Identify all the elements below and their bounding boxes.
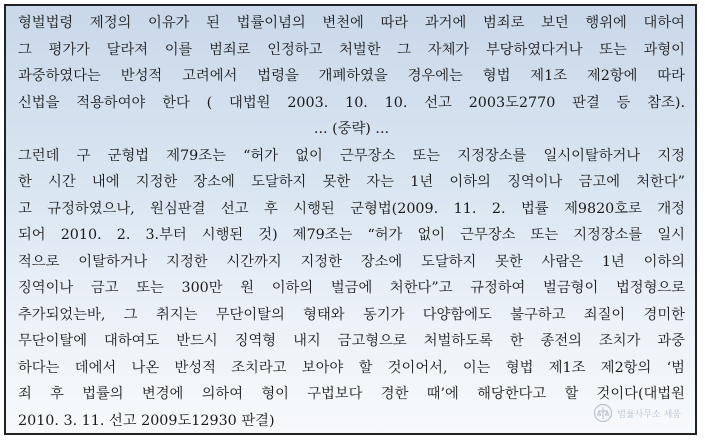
text-line-6: 그런데 구 군형법 제79조는 “허가 없이 근무장소 또는 지정장소를 일시이탈하거나 지정 xyxy=(18,147,685,164)
text-line-2: 그 평가가 달라져 이를 범죄로 인정하고 처벌한 그 자체가 부당하였다거나 또는 과형이 xyxy=(18,41,685,58)
text-line-13: 무단이탈에 대하여도 반드시 징역형 내지 금고형으로 처벌하도록 한 종전의 조치가 과중 xyxy=(18,333,685,349)
quoted-document-box xyxy=(4,4,697,435)
text-line-11: 징역이나 금고 또는 300만 원 이하의 벌금에 처한다”고 규정하여 벌금형이 법정형으로 xyxy=(18,280,685,296)
text-line-1: 형벌법령 제정의 이유가 된 법률이념의 변천에 따라 과거에 범죄로 보던 행위에 대하여 xyxy=(18,15,685,31)
text-line-9: 되어 2010. 2. 3.부터 시행된 것) 제79조는 “허가 없이 근무장소 또는 지정장소를 일시 xyxy=(18,227,685,243)
law-firm-emblem-icon xyxy=(593,403,613,423)
text-line-12: 추가되었는바, 그 취지는 무단이탈의 형태와 동기가 다양함에도 불구하고 죄질이 경미한 xyxy=(18,306,685,323)
watermark xyxy=(593,403,681,423)
text-line-8: 고 규정하였으나, 원심판결 선고 후 시행된 군형법(2009. 11. 2. 법률 제9820호로 개정 xyxy=(18,200,685,217)
watermark-text: 법률사무소 세움 xyxy=(617,409,681,420)
text-line-10: 적으로 이탈하거나 지정한 시간까지 지정한 장소에 도달하지 못한 사람은 1년 이하의 xyxy=(18,253,685,270)
text-line-14: 하다는 데에서 나온 반성적 조치라고 보아야 할 것이어서, 이는 형법 제1조 제2항의 ‘범 xyxy=(18,359,685,376)
text-line-15: 죄 후 법률의 변경에 의하여 형이 구법보다 경한 때’에 해당한다고 할 것이다(대법원 xyxy=(18,386,685,402)
text-line-4: 신법을 적용하여야 한다 ( 대법원 2003. 10. 10. 선고 2003도2770 판결 등 참조). xyxy=(18,94,685,111)
omission-marker: ... (중략) ... xyxy=(313,121,390,137)
text-line-16: 2010. 3. 11. 선고 2009도12930 판결) xyxy=(18,412,275,429)
text-line-7: 한 시간 내에 지정한 장소에 도달하지 못한 자는 1년 이하의 징역이나 금고에 처한다” xyxy=(18,174,685,190)
text-line-3: 과중하였다는 반성적 고려에서 법령을 개폐하였을 경우에는 형법 제1조 제2항에 따라 xyxy=(18,68,685,84)
